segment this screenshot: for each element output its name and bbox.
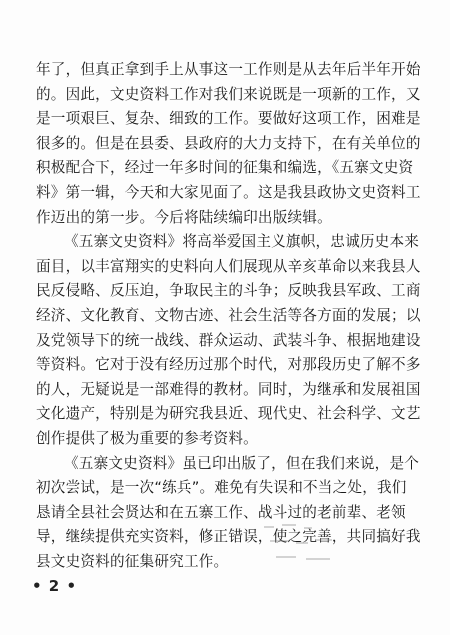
text-line: 年了，但真正拿到手上从事这一工作则是从去年后半年开始	[36, 61, 421, 78]
text-line: 恳请全县社会贤达和在五寨工作、战斗过的老前辈、老领	[36, 503, 406, 521]
text-line: 创作提供了极为重要的参考资料。	[36, 429, 258, 447]
text-line: 《五寨文史资料》将高举爱国主义旗帜，忠诚历史本来	[64, 233, 420, 251]
text-line: 作迈出的第一步。今后将陆续编印出版续辑。	[36, 208, 332, 226]
paragraph-1	[36, 58, 426, 230]
text-line: 很多的。但是在县委、县政府的大力支持下，在有关单位的	[36, 134, 421, 152]
text-line: 导，继续提供充实资料，修正错误，使之完善，共同搞好我	[36, 528, 421, 546]
text-line: 是一项艰巨、复杂、细致的工作。要做好这项工作，困难是	[36, 110, 421, 128]
text-line: 积极配合下，经过一年多时间的征集和编选，《五寨文史资	[36, 159, 414, 177]
text-line: 《五寨文史资料》虽已印出版了，但在我们来说，是个	[64, 454, 420, 472]
text-line: 及党领导下的统一战线、群众运动、武装斗争、根据地建设	[36, 331, 421, 349]
page-number: • 2 •	[32, 577, 78, 595]
paragraph-3	[36, 452, 426, 575]
text-line: 面目，以丰富翔实的史料向人们展现从辛亥革命以来我县人	[36, 257, 421, 275]
text-line: 的。因此，文史资料工作对我们来说既是一项新的工作，又	[36, 85, 421, 103]
text-line: 文化遗产，特别是为研究我县近、现代史、社会科学、文艺	[36, 405, 421, 423]
body-text	[36, 58, 426, 574]
text-line: 等资料。它对于没有经历过那个时代，对那段历史了解不多	[36, 356, 421, 374]
text-line: 民反侵略、反压迫，争取民主的斗争；反映我县军政、工商	[36, 282, 421, 300]
paragraph-2	[36, 230, 426, 451]
text-line: 经济、文化教育、文物古迹、社会生活等各方面的发展；以	[36, 306, 421, 324]
text-line: 县文史资料的征集研究工作。	[36, 552, 229, 570]
text-line: 的人，无疑说是一部难得的教材。同时，为继承和发展祖国	[36, 380, 421, 398]
text-line: 料》第一辑，今天和大家见面了。这是我县政协文史资料工	[36, 183, 421, 201]
faded-stamp-mark	[260, 520, 350, 570]
text-line: 初次尝试，是一次“练兵”。难免有失误和不当之处，我们	[36, 479, 407, 497]
